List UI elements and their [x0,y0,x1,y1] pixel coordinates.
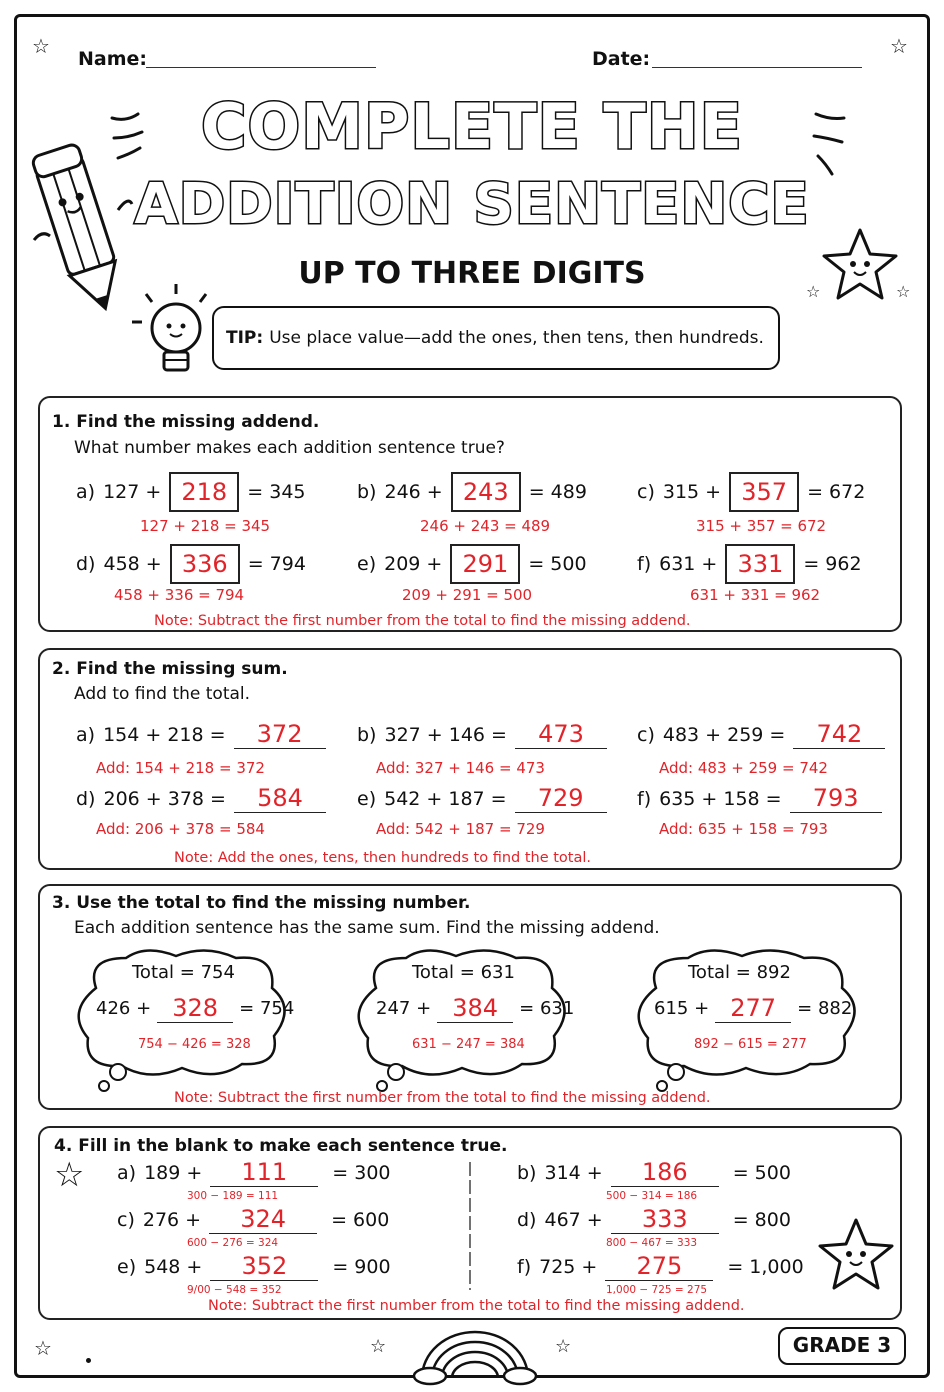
answer-box[interactable]: 336 [170,544,240,584]
section-2-title: 2. Find the missing sum. [52,659,288,679]
name-label: Name: [78,48,148,70]
check-4f: 1,000 − 725 = 275 [606,1284,708,1296]
section-3-subtitle: Each addition sentence has the same sum. Find the missing addend. [74,918,660,938]
section-2-note: Note: Add the ones, tens, then hundreds to find the total. [174,850,592,866]
star-icon: ☆ [555,1336,572,1357]
check-4c: 600 − 276 = 324 [187,1237,279,1249]
answer-blank[interactable]: 333 [611,1205,719,1234]
answer-blank[interactable]: 742 [793,720,885,749]
answer-blank[interactable]: 793 [790,784,882,813]
check-1c: 315 + 357 = 672 [696,517,827,535]
title-line-1: COMPLETE THE [201,90,743,163]
light-bulb-icon [128,280,218,390]
tip-box [212,306,780,370]
subtitle: UP TO THREE DIGITS [298,256,646,291]
rainbow-icon [410,1322,540,1382]
title-line-2: ADDITION SENTENCE [134,172,810,237]
section-4-note: Note: Subtract the first number from the total to find the missing addend. [208,1298,745,1314]
answer-blank[interactable]: 186 [611,1158,719,1187]
star-character-icon [820,226,900,306]
section-4-title: 4. Fill in the blank to make each sentence true. [54,1136,508,1156]
pencil-character-icon [26,140,136,320]
answer-box[interactable]: 357 [729,472,799,512]
answer-blank[interactable]: 372 [234,720,326,749]
star-character-icon [816,1216,896,1292]
problem-4e: e) 548 + 352 = 900 [117,1252,391,1280]
check-1a: 127 + 218 = 345 [140,517,271,535]
sparkle-lines-icon [810,108,850,178]
problem-4d: d) 467 + 333 = 800 [517,1205,791,1233]
answer-blank[interactable]: 729 [515,784,607,813]
problem-2e: e) 542 + 187 = 729 [357,784,607,813]
problem-2c: c) 483 + 259 = 742 [637,720,885,749]
problem-2a: a) 154 + 218 = 372 [76,720,326,749]
cloud-1-equation: 426 + 328 = 754 [96,994,295,1022]
star-icon: ☆ [370,1336,387,1357]
answer-box[interactable]: 291 [450,544,520,584]
answer-blank[interactable]: 111 [210,1158,318,1187]
check-2f: Add: 635 + 158 = 793 [659,820,828,838]
check-2d: Add: 206 + 378 = 584 [96,820,265,838]
section-3-note: Note: Subtract the first number from the total to find the missing addend. [174,1090,711,1106]
answer-blank[interactable]: 384 [437,994,513,1023]
problem-2f: f) 635 + 158 = 793 [637,784,882,813]
problem-1d: d) 458 + 336 = 794 [76,544,306,584]
problem-2b: b) 327 + 146 = 473 [357,720,607,749]
check-4e: 9/00 − 548 = 352 [187,1284,282,1296]
check-1e: 209 + 291 = 500 [402,586,533,604]
section-3-title: 3. Use the total to find the missing number. [52,893,471,913]
check-2a: Add: 154 + 218 = 372 [96,759,265,777]
star-icon: ☆ [34,1336,52,1360]
problem-1c: c) 315 + 357 = 672 [637,472,865,512]
check-2e: Add: 542 + 187 = 729 [376,820,545,838]
check-4d: 800 − 467 = 333 [606,1237,698,1249]
cloud-2-check: 631 − 247 = 384 [412,1037,525,1052]
problem-4c: c) 276 + 324 = 600 [117,1205,390,1233]
date-line[interactable] [652,66,862,68]
answer-blank[interactable]: 328 [157,994,233,1023]
answer-box[interactable]: 218 [169,472,239,512]
cloud-3-equation: 615 + 277 = 882 [654,994,853,1022]
star-icon: ☆ [806,282,821,301]
cloud-3-total: Total = 892 [688,962,791,983]
answer-blank[interactable]: 473 [515,720,607,749]
check-2b: Add: 327 + 146 = 473 [376,759,545,777]
star-icon: ☆ [54,1155,85,1195]
cloud-1-check: 754 − 426 = 328 [138,1037,251,1052]
cloud-3-check: 892 − 615 = 277 [694,1037,807,1052]
problem-2d: d) 206 + 378 = 584 [76,784,326,813]
section-1-note: Note: Subtract the first number from the total to find the missing addend. [154,613,691,629]
date-label: Date: [592,48,651,70]
problem-1f: f) 631 + 331 = 962 [637,544,862,584]
grade-badge: GRADE 3 [778,1327,906,1365]
answer-blank[interactable]: 277 [715,994,791,1023]
answer-box[interactable]: 331 [725,544,795,584]
answer-blank[interactable]: 324 [209,1205,317,1234]
star-icon: ☆ [896,282,911,301]
section-2-subtitle: Add to find the total. [74,684,251,704]
dot-mark [86,1358,91,1363]
problem-4f: f) 725 + 275 = 1,000 [517,1252,804,1280]
divider-line [468,1162,472,1290]
problem-4b: b) 314 + 186 = 500 [517,1158,791,1186]
problem-1b: b) 246 + 243 = 489 [357,472,587,512]
problem-4a: a) 189 + 111 = 300 [117,1158,391,1186]
check-4b: 500 − 314 = 186 [606,1190,698,1202]
check-4a: 300 − 189 = 111 [187,1190,279,1202]
answer-box[interactable]: 243 [451,472,521,512]
check-1d: 458 + 336 = 794 [114,586,245,604]
check-2c: Add: 483 + 259 = 742 [659,759,828,777]
check-1b: 246 + 243 = 489 [420,517,551,535]
name-line[interactable] [146,66,376,68]
tip-text: Use place value—add the ones, then tens, then hundreds. [269,328,764,348]
tip-label: TIP: [226,328,264,348]
answer-blank[interactable]: 352 [210,1252,318,1281]
section-1-subtitle: What number makes each addition sentence true? [74,438,505,458]
answer-blank[interactable]: 275 [605,1252,713,1281]
section-1-title: 1. Find the missing addend. [52,412,320,432]
problem-1e: e) 209 + 291 = 500 [357,544,587,584]
star-icon: ☆ [890,34,908,58]
cloud-2-total: Total = 631 [412,962,515,983]
check-1f: 631 + 331 = 962 [690,586,821,604]
problem-1a: a) 127 + 218 = 345 [76,472,306,512]
star-icon: ☆ [32,34,50,58]
cloud-1-total: Total = 754 [132,962,235,983]
answer-blank[interactable]: 584 [234,784,326,813]
cloud-2-equation: 247 + 384 = 631 [376,994,575,1022]
